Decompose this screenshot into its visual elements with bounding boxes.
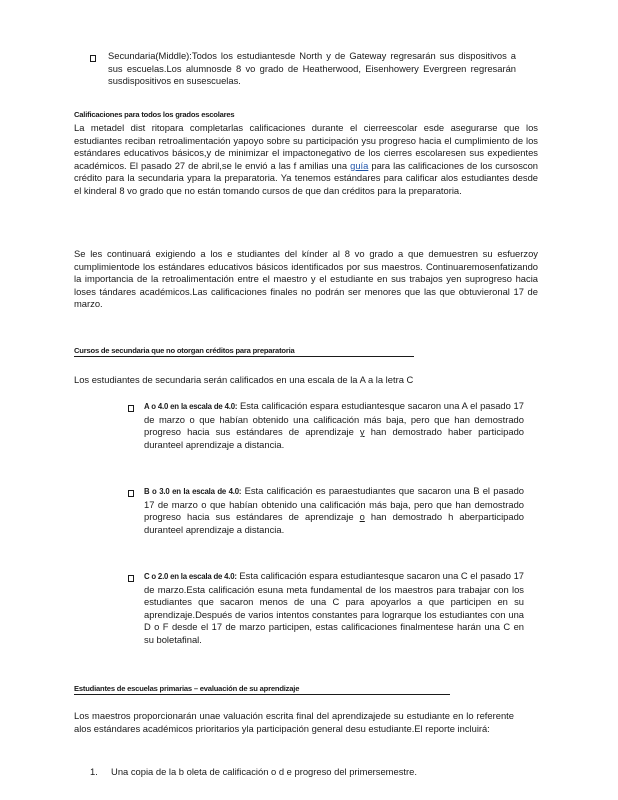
grade-a-text-before: Esta calificación espara estudiantesque sacaron una A el pasado 17 de marzo o que habían obtenido una calificación más baja, pero que han demostrado progreso hacia sus estándares de aprendizaje — [144, 400, 524, 438]
grade-b-text-after: han demostrado h aberparticipado duranteel aprendizaje a distancia. — [144, 511, 525, 535]
grade-b-text-before: Esta calificación es paraestudiantes que sacaron una B el pasado 17 de marzo o que habían obtenido una calificación más baja, pero que han demostrado progreso hacia sus estándares de aprendizaje — [144, 485, 525, 523]
grade-c-item — [144, 570, 524, 647]
bullet-middle-text: Secundaria(Middle):Todos los estudiantesde North y de Gateway regresarán sus dispositivos a sus escuelas.Los alumnosde 8 vo grado de Heatherwood, Eisenhowery Evergreen regresarán susdispositivos en susescuelas. — [108, 50, 516, 87]
bullet-box-icon — [128, 572, 134, 586]
grades-heading: Calificaciones para todos los grados escolares — [74, 110, 235, 119]
grade-b-underlined: o — [359, 511, 365, 523]
courses-heading: Cursos de secundaria que no otorgan créditos para preparatoria — [74, 346, 414, 357]
courses-intro: Los estudiantes de secundaria serán calificados en una escala de la A a la letra C — [74, 374, 414, 385]
bullet-box-icon — [128, 487, 134, 501]
list-item-text: Una copia de la b oleta de calificación o d e progreso del primersemestre. — [111, 766, 417, 777]
grade-a-title: A o 4.0 en la escala de 4.0: — [144, 402, 238, 411]
guide-link[interactable]: guía — [350, 159, 369, 171]
grades-para-after-link: para las calificaciones de los cursoscon crédito para la secundaria ypara la preparatoria. Ya tenemos estándares para calificar alos estudiantes desde el kinderal 8 vo grado que no están tomando cursos de que dan créditos para la preparatoria. — [74, 159, 538, 196]
grade-c-text-before: Esta calificación espara estudiantesque sacaron una C el pasado 17 de marzo.Esta calificación esuna meta fundamental de los maestros para trabajar con los estudiantes que sacaron menos de una C para apoyarlos a que participen en su aprendizaje.Después de varios intentos constantes para lograrque los estudiantes con una D o F desde el 17 de marzo participen, estas calificaciones finalmentese harán una C en su boletafinal. — [144, 570, 525, 645]
list-item — [90, 766, 530, 779]
bullet-box-icon — [90, 52, 96, 66]
grade-a-item — [144, 400, 524, 451]
grade-c-title: C o 2.0 en la escala de 4.0: — [144, 572, 237, 581]
grade-b-item — [144, 485, 524, 536]
bullet-box-icon — [128, 402, 134, 416]
grades-paragraph-1 — [74, 122, 538, 198]
list-item-number: 1. — [90, 766, 98, 777]
grade-b-title: B o 3.0 en la escala de 4.0: — [144, 487, 242, 496]
grade-a-underlined: y — [359, 426, 365, 438]
elementary-heading: Estudiantes de escuelas primarias – evaluación de su aprendizaje — [74, 684, 450, 695]
grades-para-before-link: La metadel dist ritopara completarlas calificaciones durante el cierreescolar esde asegurarse que los estudiantes reciban retroalimentación yapoyo sobre su participación ysu progreso hacia el cumplimiento de los estándares educativos básicos,y de minimizar el impactonegativo de los cierres escolaresen sus expedientes académicos. El pasado 27 de abril,se le envió a las f amilias una — [74, 122, 538, 171]
grades-paragraph-2: Se les continuará exigiendo a los e studiantes del kínder al 8 vo grado a que demuestren su esfuerzoy cumplimientode los estándares educativos básicos identificados por sus maestros. Continuaremosenfatizando la importancia de la retroalimentación entre el maestro y el estudiante en sus trabajos yen suprogreso hacia loses tándares académicos.Las calificaciones finales no podrán ser menores que las que obtuvieronal 17 de marzo. — [74, 248, 538, 310]
elementary-paragraph: Los maestros proporcionarán unae valuación escrita final del aprendizajede su estudiante en lo referente alos estándares académicos prioritarios yla participación general desu estudiante.El reporte incluirá: — [74, 710, 514, 734]
grade-a-text-after: han demostrado haber participado duranteel aprendizaje a distancia. — [144, 426, 524, 450]
